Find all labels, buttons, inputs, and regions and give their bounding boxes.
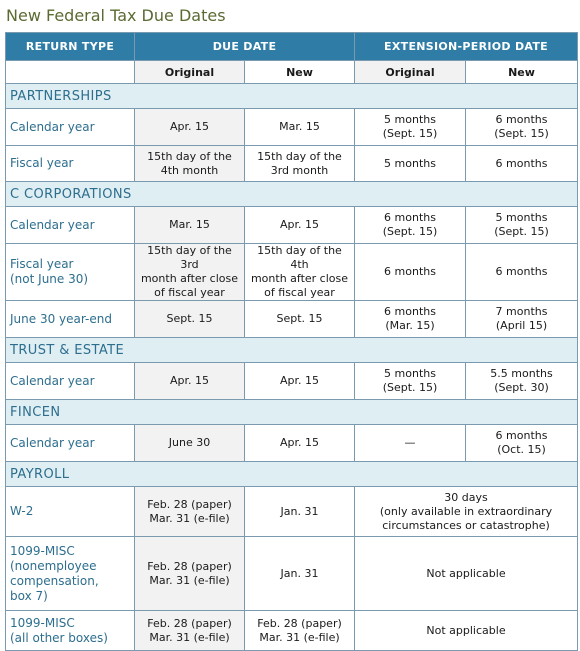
ext-combined-cell: Not applicable	[355, 537, 578, 611]
due-original-cell: Apr. 15	[135, 109, 245, 146]
ext-new-cell: 6 months (Oct. 15)	[466, 425, 578, 462]
table-row	[6, 425, 578, 462]
section-title: PAYROLL	[6, 462, 578, 487]
table-row	[6, 537, 578, 611]
due-original-cell: Apr. 15	[135, 363, 245, 400]
header-return-type: RETURN TYPE	[6, 33, 135, 61]
table-row	[6, 487, 578, 537]
section-fincen	[6, 400, 578, 425]
ext-original-cell: —	[355, 425, 466, 462]
subheader-due-original: Original	[135, 61, 245, 84]
table-row	[6, 207, 578, 244]
section-partnerships	[6, 84, 578, 109]
ext-new-cell: 5 months (Sept. 15)	[466, 207, 578, 244]
table-row	[6, 244, 578, 301]
section-title: TRUST & ESTATE	[6, 338, 578, 363]
ext-combined-cell: Not applicable	[355, 611, 578, 651]
row-label: Calendar year	[6, 425, 135, 462]
section-title: C CORPORATIONS	[6, 182, 578, 207]
ext-original-cell: 6 months (Sept. 15)	[355, 207, 466, 244]
due-new-cell: Apr. 15	[245, 425, 355, 462]
due-original-cell: Sept. 15	[135, 301, 245, 338]
row-label: June 30 year-end	[6, 301, 135, 338]
subheader-row	[6, 61, 578, 84]
due-new-cell: 15th day of the 4th month after close of fiscal year	[245, 244, 355, 301]
ext-original-cell: 5 months (Sept. 15)	[355, 363, 466, 400]
page-title: New Federal Tax Due Dates	[6, 6, 226, 25]
due-original-cell: Feb. 28 (paper) Mar. 31 (e-file)	[135, 487, 245, 537]
ext-new-cell: 6 months (Sept. 15)	[466, 109, 578, 146]
section-payroll	[6, 462, 578, 487]
row-label: 1099-MISC (all other boxes)	[6, 611, 135, 651]
section-title: FINCEN	[6, 400, 578, 425]
due-new-cell: Feb. 28 (paper) Mar. 31 (e-file)	[245, 611, 355, 651]
due-new-cell: Apr. 15	[245, 207, 355, 244]
ext-new-cell: 7 months (April 15)	[466, 301, 578, 338]
subheader-due-new: New	[245, 61, 355, 84]
subheader-ext-new: New	[466, 61, 578, 84]
ext-original-cell: 6 months	[355, 244, 466, 301]
due-original-cell: Mar. 15	[135, 207, 245, 244]
row-label: W-2	[6, 487, 135, 537]
ext-combined-cell: 30 days (only available in extraordinary circumstances or catastrophe)	[355, 487, 578, 537]
subheader-blank	[6, 61, 135, 84]
tax-due-dates-table	[5, 32, 578, 651]
due-new-cell: Jan. 31	[245, 487, 355, 537]
row-label: Calendar year	[6, 207, 135, 244]
section-c-corporations	[6, 182, 578, 207]
table-row	[6, 611, 578, 651]
due-new-cell: Mar. 15	[245, 109, 355, 146]
due-original-cell: Feb. 28 (paper) Mar. 31 (e-file)	[135, 537, 245, 611]
section-trust-estate	[6, 338, 578, 363]
due-new-cell: Apr. 15	[245, 363, 355, 400]
ext-new-cell: 6 months	[466, 244, 578, 301]
due-original-cell: 15th day of the 3rd month after close of fiscal year	[135, 244, 245, 301]
header-row	[6, 33, 578, 61]
ext-original-cell: 5 months	[355, 146, 466, 182]
due-new-cell: Sept. 15	[245, 301, 355, 338]
row-label: Calendar year	[6, 109, 135, 146]
ext-original-cell: 5 months (Sept. 15)	[355, 109, 466, 146]
table-row	[6, 301, 578, 338]
table-row	[6, 109, 578, 146]
due-original-cell: 15th day of the 4th month	[135, 146, 245, 182]
row-label: 1099-MISC (nonemployee compensation, box 7)	[6, 537, 135, 611]
header-extension-period-date: EXTENSION-PERIOD DATE	[355, 33, 578, 61]
due-new-cell: 15th day of the 3rd month	[245, 146, 355, 182]
due-new-cell: Jan. 31	[245, 537, 355, 611]
due-original-cell: June 30	[135, 425, 245, 462]
subheader-ext-original: Original	[355, 61, 466, 84]
table-row	[6, 146, 578, 182]
row-label: Fiscal year	[6, 146, 135, 182]
section-title: PARTNERSHIPS	[6, 84, 578, 109]
ext-original-cell: 6 months (Mar. 15)	[355, 301, 466, 338]
header-due-date: DUE DATE	[135, 33, 355, 61]
ext-new-cell: 6 months	[466, 146, 578, 182]
row-label: Calendar year	[6, 363, 135, 400]
due-original-cell: Feb. 28 (paper) Mar. 31 (e-file)	[135, 611, 245, 651]
ext-new-cell: 5.5 months (Sept. 30)	[466, 363, 578, 400]
table-row	[6, 363, 578, 400]
row-label: Fiscal year (not June 30)	[6, 244, 135, 301]
